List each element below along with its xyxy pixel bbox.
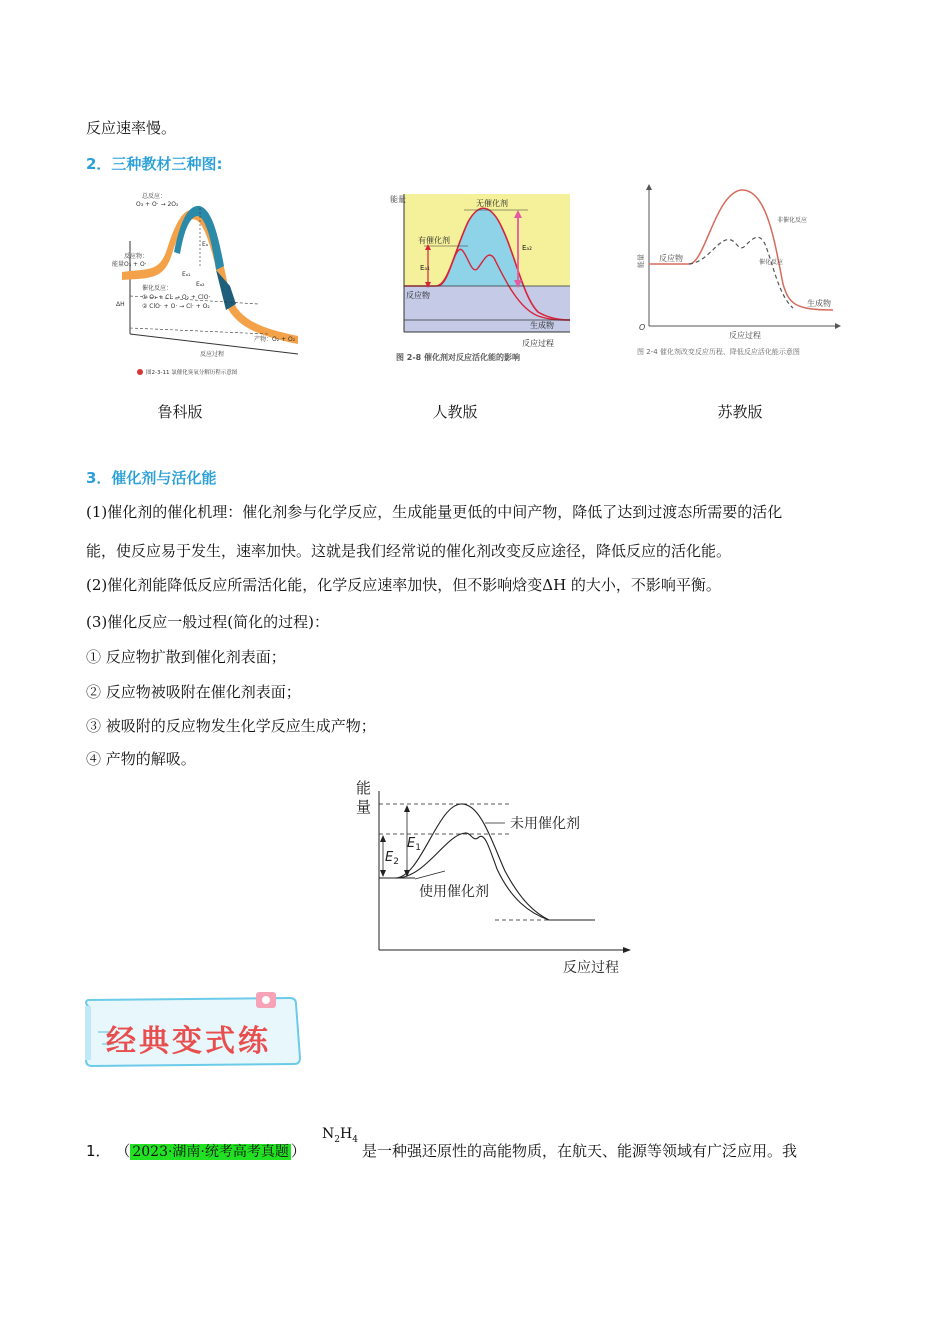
figure-renjiaoban bbox=[388, 188, 583, 368]
section-3-p1-line1: (1)催化剂的催化机理：催化剂参与化学反应，生成能量更低的中间产物，降低了达到过渡态所需要的活化 bbox=[86, 503, 783, 521]
fig1-step1: ① O₃ + Cl· → O₂ + ClO· bbox=[142, 294, 211, 301]
fig1-catalysis: 催化反应： bbox=[142, 285, 173, 292]
fig2-ylabel: 能量 bbox=[390, 195, 406, 204]
fig3-xlabel: 反应过程 bbox=[729, 331, 761, 340]
fig1-reactant: 反应物： bbox=[124, 253, 149, 260]
fig2-xlabel: 反应过程 bbox=[522, 339, 554, 348]
fig1-caption-icon bbox=[137, 369, 143, 375]
fig3-reactant: 反应物 bbox=[659, 254, 683, 263]
fig1-label: 鲁科版 bbox=[157, 403, 203, 421]
fig2-product: 生成物 bbox=[530, 321, 554, 330]
section-3-p3: (3)催化反应一般过程(简化的过程)： bbox=[86, 613, 329, 631]
banner-text: 经典变式练 bbox=[106, 1024, 271, 1059]
diagram-xlabel: 反应过程 bbox=[563, 960, 619, 975]
fig1-total-reaction: 总反应： bbox=[142, 193, 167, 200]
fig1-product: 产物：O₂ + O₂ bbox=[254, 336, 296, 343]
question-1: 1． （ 2023·湖南·统考高考真题 ） bbox=[86, 1142, 306, 1160]
top-line: 反应速率慢。 bbox=[86, 119, 177, 137]
section-2-heading: 2．三种教材三种图: bbox=[86, 155, 223, 173]
diagram-e1: $E_1$ bbox=[407, 836, 421, 853]
fig1-caption: 图2-3-11 氯催化臭氧分解历程示意图 bbox=[146, 370, 238, 376]
diagram-ylabel-1: 能 bbox=[356, 779, 372, 797]
fig1-ylabel: 能量 bbox=[112, 261, 125, 268]
fig1-ea: Eₐ bbox=[202, 241, 209, 248]
fig1-step2: ② ClO· + O· → Cl· + O₂ bbox=[142, 303, 210, 310]
fig2-caption: 图 2-8 催化剂对反应活化能的影响 bbox=[396, 353, 521, 362]
fig2-label: 人教版 bbox=[432, 403, 478, 421]
diagram-e2: $E_2$ bbox=[385, 850, 399, 867]
section-3-p2: (2)催化剂能降低反应所需活化能，化学反应速率加快，但不影响焓变ΔH 的大小，不影响平衡。 bbox=[86, 576, 721, 594]
fig3-caption: 图 2-4 催化剂改变反应历程、降低反应活化能示意图 bbox=[637, 348, 800, 356]
fig1-ea1: Eₐ₁ bbox=[182, 271, 191, 278]
step-2: ② 反应物被吸附在催化剂表面； bbox=[86, 683, 301, 701]
diagram-cat-label: 使用催化剂 bbox=[419, 884, 489, 900]
fig2-ea1: Eₐ₁ bbox=[420, 264, 430, 272]
step-4: ④ 产物的解吸。 bbox=[86, 750, 196, 768]
question-text: 是一种强还原性的高能物质，在航天、能源等领域有广泛应用。我 bbox=[362, 1142, 798, 1160]
fig3-label: 苏教版 bbox=[717, 403, 763, 421]
diagram-no-cat-label: 未用催化剂 bbox=[510, 816, 580, 832]
question-number: 1． bbox=[86, 1142, 111, 1160]
fig2-cat-label: 有催化剂 bbox=[418, 236, 450, 245]
fig1-reactant-eq: O₃ + O· bbox=[124, 261, 147, 268]
figure-sujiaoban bbox=[633, 184, 843, 364]
question-source-tag: 2023·湖南·统考高考真题 bbox=[132, 1144, 289, 1160]
step-3: ③ 被吸附的反应物发生化学反应生成产物； bbox=[86, 717, 376, 735]
fig1-xlabel: 反应过程 bbox=[200, 351, 225, 358]
fig3-non-cat-label: 非催化反应 bbox=[777, 217, 808, 224]
fig3-cat-label: 催化反应 bbox=[759, 259, 784, 266]
section-3-heading: 3．催化剂与活化能 bbox=[86, 469, 217, 487]
fig1-ea2: Eₐ₂ bbox=[196, 281, 205, 288]
formula-n2h4: $N_2H_4$ bbox=[322, 1126, 358, 1145]
step-1: ① 反应物扩散到催化剂表面； bbox=[86, 648, 286, 666]
figure-lukeban bbox=[108, 186, 314, 381]
fig3-ylabel: 能量 bbox=[637, 254, 645, 268]
section-banner bbox=[80, 992, 312, 1074]
fig2-ea2: Eₐ₂ bbox=[522, 244, 532, 252]
fig1-total-eq: O₃ + O· → 2O₂ bbox=[136, 201, 179, 208]
fig2-no-cat-label: 无催化剂 bbox=[476, 199, 508, 208]
energy-diagram bbox=[345, 775, 645, 975]
fig3-origin: O bbox=[639, 323, 646, 332]
fig2-reactant: 反应物 bbox=[406, 291, 430, 300]
section-3-p1-line2: 能，使反应易于发生，速率加快。这就是我们经常说的催化剂改变反应途径，降低反应的活化能。 bbox=[86, 542, 732, 560]
fig3-product: 生成物 bbox=[807, 299, 831, 308]
diagram-ylabel-2: 量 bbox=[356, 798, 372, 816]
fig1-dh: ΔH bbox=[116, 301, 125, 308]
